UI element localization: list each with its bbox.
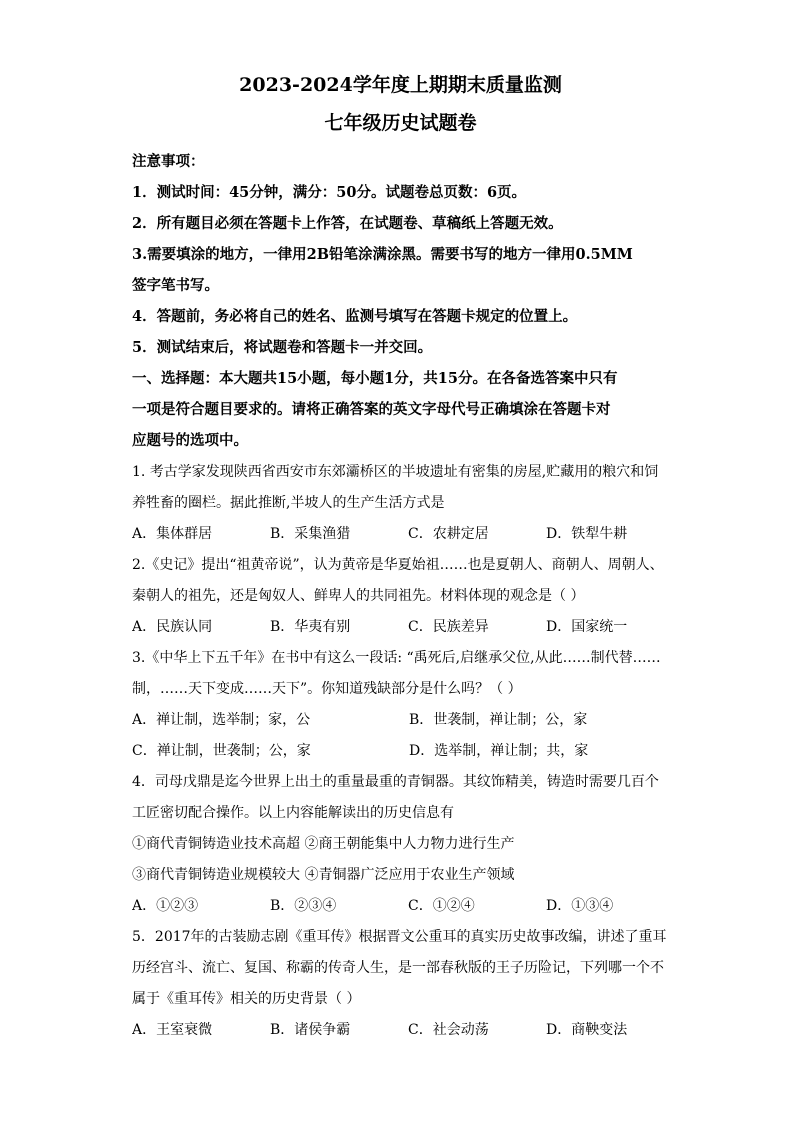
notice-item: 3.需要填涂的地方，一律用2B铅笔涂满涂黑。需要书写的地方一律用0.5MM bbox=[132, 246, 633, 263]
section-instruction: 应题号的选项中。 bbox=[132, 432, 248, 449]
option-a: A．王室衰微 bbox=[132, 1022, 213, 1038]
question-5-text: 属于《重耳传》相关的历史背景（ ） bbox=[132, 991, 361, 1007]
question-3-text: 制，……天下变成……天下”。你知道残缺部分是什么吗？（ ） bbox=[132, 681, 522, 697]
option-b: B．华夷有别 bbox=[270, 619, 351, 635]
notice-item: 签字笔书写。 bbox=[132, 277, 219, 294]
option-c: C．禅让制，世袭制；公，家 bbox=[132, 743, 311, 759]
option-c: C．农耕定居 bbox=[408, 526, 489, 542]
question-2-options bbox=[132, 617, 669, 637]
question-4-text: 工匠密切配合操作。以上内容能解读出的历史信息有 bbox=[132, 805, 454, 821]
question-4-text: 4．司母戊鼎是迄今世界上出土的重量最重的青铜器。其纹饰精美，铸造时需要几百个 bbox=[132, 774, 659, 790]
option-b: B．采集渔猎 bbox=[270, 526, 351, 542]
question-1-options bbox=[132, 524, 669, 544]
question-4-statements: ③商代青铜铸造业规模较大 ④青铜器广泛应用于农业生产领域 bbox=[132, 867, 515, 883]
question-3-options-row bbox=[132, 710, 669, 730]
section-instruction: 一、选择题：本大题共15小题，每小题1分，共15分。在各备选答案中只有 bbox=[132, 370, 618, 387]
option-a: A．①②③ bbox=[132, 898, 199, 914]
question-1-text: 1. 考古学家发现陕西省西安市东郊灞桥区的半坡遗址有密集的房屋,贮藏用的粮穴和饲 bbox=[132, 464, 659, 480]
option-d: D．铁犁牛耕 bbox=[546, 526, 628, 542]
option-b: B．诸侯争霸 bbox=[270, 1022, 351, 1038]
question-2-text: 2.《史记》提出“祖黄帝说”，认为黄帝是华夏始祖……也是夏朝人、商朝人、周朝人、 bbox=[132, 557, 664, 573]
question-2-text: 秦朝人的祖先，还是匈奴人、鲜卑人的共同祖先。材料体现的观念是（ ） bbox=[132, 588, 585, 604]
question-1-text: 养牲畜的圈栏。据此推断,半坡人的生产生活方式是 bbox=[132, 495, 445, 511]
option-d: D．①③④ bbox=[546, 898, 614, 914]
notice-item: 4．答题前，务必将自己的姓名、监测号填写在答题卡规定的位置上。 bbox=[132, 308, 578, 325]
option-d: D．商鞅变法 bbox=[546, 1022, 628, 1038]
option-b: B．②③④ bbox=[270, 898, 337, 914]
option-a: A．集体群居 bbox=[132, 526, 213, 542]
question-3-text: 3.《中华上下五千年》在书中有这么一段话: “禹死后,启继承父位,从此……制代替…… bbox=[132, 650, 661, 666]
question-5-text: 5．2017年的古装励志剧《重耳传》根据晋文公重耳的真实历史故事改编，讲述了重耳 bbox=[132, 929, 667, 945]
option-c: C．①②④ bbox=[408, 898, 475, 914]
question-3-options-row bbox=[132, 741, 669, 761]
question-5-options bbox=[132, 1020, 669, 1040]
notice-item: 5．测试结束后，将试题卷和答题卡一并交回。 bbox=[132, 339, 433, 356]
notice-heading: 注意事项： bbox=[132, 153, 205, 170]
exam-title: 2023-2024学年度上期期末质量监测 bbox=[239, 74, 562, 96]
option-d: D．选举制，禅让制；共，家 bbox=[409, 743, 589, 759]
option-c: C．社会动荡 bbox=[408, 1022, 489, 1038]
notice-item: 1．测试时间：45分钟，满分：50分。试题卷总页数：6页。 bbox=[132, 184, 527, 201]
question-4-statements: ①商代青铜铸造业技术高超 ②商王朝能集中人力物力进行生产 bbox=[132, 836, 515, 852]
option-c: C．民族差异 bbox=[408, 619, 489, 635]
notice-item: 2．所有题目必须在答题卡上作答，在试题卷、草稿纸上答题无效。 bbox=[132, 215, 563, 232]
option-b: B．世袭制，禅让制；公，家 bbox=[409, 712, 588, 728]
option-a: A．禅让制，选举制；家，公 bbox=[132, 712, 311, 728]
question-5-text: 历经宫斗、流亡、复国、称霸的传奇人生，是一部春秋版的王子历险记，下列哪一个不 bbox=[132, 960, 664, 976]
exam-subtitle: 七年级历史试题卷 bbox=[324, 112, 477, 134]
option-a: A．民族认同 bbox=[132, 619, 213, 635]
option-d: D．国家统一 bbox=[546, 619, 628, 635]
question-4-options bbox=[132, 896, 669, 916]
section-instruction: 一项是符合题目要求的。请将正确答案的英文字母代号正确填涂在答题卡对 bbox=[132, 401, 611, 418]
